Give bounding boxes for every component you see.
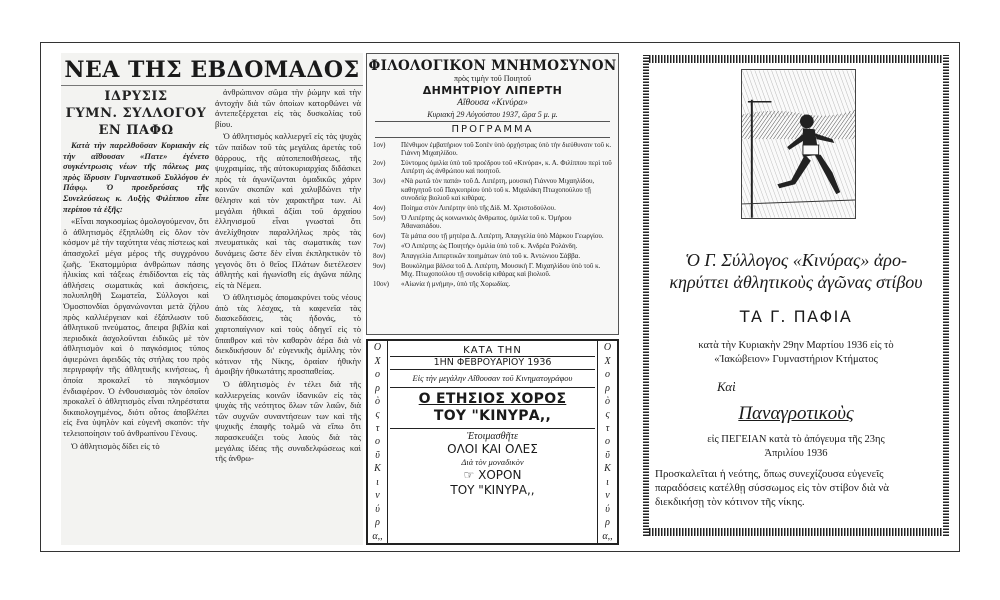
article-paragraph: Ὁ ἀθλητισμὸς καλλιεργεῖ εἰς τὰς ψυχὰς τῶν παίδων τοῦ τὰς μεγάλας ἀρετὰς τοῦ θάρρους, τῆς αὐτοπεποιθήσεως, τῆς ψυχραιμίας, τῆς αὐτοκυριαρχίας διδάσκει πρὸς τὰ ἀγωνίζωνται ὁμαδικῶς χάριν κοινῶν σκοπῶν καὶ χαλυβδώνει τὴν θέλησιν καὶ τὸν χαρακτῆρα των. Αἱ μεγάλαι ἠθικαὶ ἀξίαι τοῦ ἀρχαίου ἑλληνισμοῦ εἶναι γνωσταὶ ὅτι ἀνελίχθησαν παραλλήλως πρὸς τὰς πνευματικὰς καὶ τὰς σωματικὰς των δυνάμεις ὥστε δὲν εἶναι ἐκπληκτικὸν τὸ γεγονὸς ὅτι ὁ θεῖος Πλάτων διετέλεσεν ἀθλητὴς καὶ ἠγωνίσθη εἰς ἀγῶνα πάλης εἰς τὰ Νέμεα. (215, 131, 361, 290)
programme-item (373, 159, 612, 176)
programme-item-text: «Αἰωνία ἡ μνήμη», ὑπὸ τῆς Χορωδίας. (401, 279, 511, 288)
side-letter: ρ (375, 517, 380, 529)
programme-date: Κυριακὴ 29 Αὐγούστου 1937, ὥρα 5 μ. μ. (427, 110, 558, 119)
programme-item-number: 4ον) (373, 203, 386, 212)
dance-event-1: Ο ΕΤΗΣΙΟΣ ΧΟΡΟΣ (418, 390, 567, 407)
side-letters-right (597, 341, 617, 543)
programme-item-number: 6ον) (373, 231, 386, 240)
ornamental-border (643, 55, 649, 536)
ornamental-border (643, 55, 949, 63)
programme-list (367, 139, 618, 288)
side-letter: Ο (373, 342, 382, 354)
athletics-invitation: Προσκαλεῖται ἡ νεότης, ὅπως συνεχίζουσα εὐγενεῖς παραδόσεις κατέλθῃ σύσσωμος εἰς τὸν στίβον διὰ νὰ διεκδικήσῃ τὸν κότινον τῆς νίκης. (655, 468, 890, 508)
article-paragraph: Ὁ ἀθλητισμὸς ἀπομακρύνει τοὺς νέους ἀπὸ τὰς λέσχας, τὰ καφενεῖα τὰς διασκεδάσεις, τὰς ἡδονάς, τὸ χαρτοπαίγνιον καὶ τοὺς ὁδηγεῖ εἰς τὸ ὕπαιθρον καὶ τὸν καθαρὸν ἀέρα διὰ νὰ διεκδικήσουν δι' εὐγενικῆς ἁμίλλης τὸν κότινον τῆς Νίκης, ὁραίαν ἠθικὴν ἀμοιβὴν ἠθικωτάτης προσπαθείας. (215, 292, 361, 377)
side-letter: ρ (605, 382, 610, 394)
dance-event-2: ΤΟΥ "ΚΙΝΥΡΑ,, (433, 407, 552, 424)
side-letter: Χ (374, 355, 381, 367)
side-letter: τ (375, 422, 380, 434)
side-letter: Ο (603, 342, 612, 354)
article-paragraph: Ὁ ἀθλητισμὸς ἐν τέλει διὰ τῆς καλλιεργείας κοινῶν ἰδανικῶν εἰς τὰς ψυχὰς τῆς νεότητος ὅλων τῶν λαῶν, διὰ τῶν συχνῶν συναντήσεων των καὶ τῆς ψυχικῆς ἐπαφῆς τολμῶ νὰ εἴπω ὅτι παρασκευάζει τοὺς λαοὺς διὰ τὰς μεγάλας ἰδέας τῆς συναδελφώσεως καὶ τῆς ἀνθρω- (215, 379, 361, 464)
side-letter: ι (376, 476, 379, 488)
dance-venue: Εἰς τὴν μεγάλην Αἴθουσαν τοῦ Κινηματογράφου (412, 373, 573, 383)
side-letter: α,, (602, 530, 613, 542)
programme-item (373, 252, 612, 260)
athletics-text (653, 249, 939, 509)
programme-item-text: «Νὰ ρωτῶ τὸν παπά» τοῦ Δ. Λιπέρτη, μουσικὴ Γιάννου Μιχαηλίδου, καθηγητοῦ τοῦ Παγκυπρίου ὑπὸ τοῦ κ. Μιχαλάκη Πτωχοπούλου τῇ συνοδείᾳ βιολιοῦ καὶ κιθάρας. (401, 177, 595, 202)
dance-date: 1ΗΝ ΦΕΒΡΟΥΑΡΙΟΥ 1936 (390, 356, 595, 370)
athletics-advertisement (641, 53, 951, 538)
side-letter: ο (605, 369, 610, 381)
programme-item-text: Ὁ Λιπέρτης ὡς κοινωνικὸς ἄνθρωπος, ὁμιλία τοῦ κ. Ὁμήρου Ἀθανασιάδου. (401, 213, 572, 231)
side-letter: ο (375, 369, 380, 381)
programme-item-number: 10ον) (373, 279, 389, 288)
programme-item-number: 2ον) (373, 159, 386, 168)
ornamental-border (943, 55, 949, 536)
side-letter: ο (375, 436, 380, 448)
article-subhead-2: ΓΥΜΝ. ΣΥΛΛΟΓΟΥ (65, 106, 207, 121)
side-letter: Κ (604, 463, 611, 475)
side-letter: ύ (605, 503, 610, 515)
programme-title: ΦΙΛΟΛΟΓΙΚΟΝ ΜΝΗΜΟΣΥΝΟΝ (368, 58, 617, 74)
programme-item (373, 242, 612, 250)
article-column-right (215, 87, 361, 545)
programme-item (373, 141, 612, 158)
programme-item-number: 3ον) (373, 177, 386, 186)
divider (390, 387, 595, 388)
programme-heading: ΠΡΟΓΡΑΜΜΑ (451, 124, 534, 135)
side-letter: ο (605, 436, 610, 448)
dance-prepare: Ἑτοιμασθῆτε (466, 430, 519, 442)
athletics-title: ΤΑ Γ. ΠΑΦΙΑ (739, 307, 853, 326)
side-letter: ρ (605, 517, 610, 529)
dance-all: ΟΛΟΙ ΚΑΙ ΟΛΕΣ (447, 442, 538, 456)
article-columns (61, 87, 363, 545)
athletics-and: Καὶ (717, 379, 736, 394)
programme-honour-line: πρὸς τιμὴν τοῦ Ποιητοῦ (453, 74, 532, 83)
dance-kata: ΚΑΤΑ ΤΗΝ (463, 345, 522, 356)
programme-poet-name: ΔΗΜΗΤΡΙΟΥ ΛΙΠΕΡΤΗ (422, 84, 563, 97)
article-subhead-1: ΙΔΡΥΣΙΣ (104, 89, 168, 104)
dance-word-text: ΧΟΡΟΝ (478, 467, 522, 482)
side-letter: ύ (375, 503, 380, 515)
divider (375, 121, 610, 122)
dance-word (390, 468, 595, 483)
dance-for-unique: Διὰ τὸν μοναδικὸν (461, 457, 524, 467)
side-letter: α,, (372, 530, 383, 542)
programme-item (373, 232, 612, 240)
programme-item (373, 280, 612, 288)
programme-venue: Αἴθουσα «Κινύρα» (457, 98, 528, 108)
programme-item-text: «Ὁ Λιπέρτης ὡς Ποιητής» ὁμιλία ὑπὸ τοῦ κ. Ἀνδρέα Ρολάνδη. (401, 241, 578, 250)
side-letter: ι (606, 476, 609, 488)
side-letter: ρ (375, 382, 380, 394)
side-letter: ς (375, 409, 380, 421)
dance-of: ΤΟΥ "ΚΙΝΥΡΑ,, (450, 482, 535, 497)
programme-item-number: 8ον) (373, 251, 386, 260)
article-paragraph: ἀνθρώπινον σῶμα τὴν ῥώμην καὶ τὴν ἀντοχὴν διὰ τῶν ὁποίων κατορθώνει νὰ ἀντεπεξέρχεται εἰς τὰς δυσκολίας τοῦ βίου. (215, 87, 361, 129)
article-lead: Κατὰ τὴν παρελθοῦσαν Κυριακὴν εἰς τὴν αἴθουσαν «Πατε» ἐγένετο συγκέντρωσις νέων τῆς πόλεως μας πρὸς ἵδρυσιν Γυμναστικοῦ Συλλόγου ἐν Πάφῳ. Ὁ προεδρεύσας τῆς Συνελεύσεως κ. Λυξὴς Φιλίππου εἶπε περίπου τὰ ἑξῆς: (63, 140, 209, 214)
programme-item-text: Ἀπαγγελία Λιπερτικῶν ποιημάτων ὑπὸ τοῦ κ. Ἀντώνιου Σάββα. (401, 251, 581, 260)
collage-frame (40, 42, 960, 552)
programme-item (373, 177, 612, 202)
dance-advertisement (366, 339, 619, 545)
divider (390, 428, 595, 429)
side-letter: ῦ (605, 449, 610, 461)
side-letter: Χ (604, 355, 611, 367)
newspaper-article (61, 53, 363, 545)
side-letter: ὸ (375, 396, 380, 408)
side-letter: ν (375, 490, 380, 502)
programme-item-number: 9ον) (373, 261, 386, 270)
programme-item-text: Σύντομος ὁμιλία ὑπὸ τοῦ προέδρου τοῦ «Κινύρα», κ. Α. Φιλίππου περὶ τοῦ Λιπέρτη ὡς ἀνθρώπου καὶ ποιητοῦ. (401, 159, 612, 176)
side-letter: ῦ (375, 449, 380, 461)
divider (375, 137, 610, 138)
side-letter: τ (605, 422, 610, 434)
programme-item (373, 214, 612, 231)
article-headline: ΝΕΑ ΤΗΣ ΕΒΔΟΜΑΔΟΣ (61, 53, 363, 86)
article-subhead-3: ΕΝ ΠΑΦΩ (98, 123, 174, 138)
programme-item (373, 262, 612, 279)
athletics-line-2: κηρύττει ἀθλητικοὺς ἀγῶνας στίβου (669, 272, 923, 292)
article-column-left (63, 87, 209, 545)
side-letter: Κ (374, 463, 381, 475)
athletics-date-line-2: «Ἰακώβειον» Γυμναστήριον Κτήματος (714, 354, 878, 365)
dance-main (390, 341, 595, 543)
programme-item (373, 204, 612, 212)
article-paragraph: Ὁ ἀθλητισμὸς δίδει εἰς τὸ (71, 440, 160, 451)
athletics-line-1: Ὁ Γ. Σύλλογος «Κινύρας» ἀρο- (685, 250, 907, 270)
programme-item-text: Βουκόλημα βάλσα τοῦ Δ. Λιπέρτη, Μουσικὴ Γ. Μιχαηλίδου ὑπὸ τοῦ κ. Μιχ. Πτωχοπούλου τῇ συνοδείᾳ κιθάρας καὶ βιολιοῦ. (401, 261, 601, 278)
pointing-hand-icon: ☞ (463, 467, 479, 482)
programme-item-text: Ποίημα στὸν Λιπέρτην ὑπὸ τῆς Δίδ. Μ. Χριστοδούλου. (401, 203, 556, 212)
ornamental-border (643, 528, 949, 536)
athletics-place-line-1: εἰς ΠΕΓΕΙΑΝ κατὰ τὸ ἀπόγευμα τῆς 23ης (707, 434, 885, 445)
programme-item-text: Τὰ μάτια σου τῇ μητέρα Δ. Λιπέρτη, Ἀπαγγελία ὑπὸ Μάρκου Γεωργίου. (401, 231, 604, 240)
programme-item-number: 1ον) (373, 141, 386, 149)
programme-item-text: Πένθιμον ἐμβατήριον τοῦ Σοπὲν ὑπὸ ὀρχήστρας ὑπὸ τὴν διεύθυνσιν τοῦ κ. Γιάννη Μιχαηλίδου. (401, 141, 612, 158)
programme-item-number: 7ον) (373, 241, 386, 250)
side-letters-left (368, 341, 388, 543)
athletics-place-line-2: Ἀπριλίου 1936 (764, 448, 828, 459)
athletics-second-title: Παναγροτικοὺς (738, 403, 854, 424)
programme-item-number: 5ον) (373, 213, 386, 222)
side-letter: ὸ (605, 396, 610, 408)
article-paragraph: «Εἶναι παγκοσμίως ὁμολογούμενον, ὅτι ὁ ἀθλητισμὸς ἐξηπλώθη εἰς ὅλον τὸν κόσμον μὲ τὴν ταχύτητα νέας πίστεως καὶ ἀπασχολεῖ μέγα μέρος τῆς συγχρόνου ζωῆς. Ἑκατομμύρια ἀνθρώπων πάσης ἡλικίας καὶ τάξεως ἐπιδίδονται εἰς τὰς ἀθλήσεις σωματικὰς καὶ ἀσκήσεις, πολυπληθῆ Σωματεῖα, Σύλλογοι καὶ Ὁμοσπονδίαι ὀργανώνονται μετὰ ζήλου πρὸς καλλιέργειαν καὶ ἐξάπλωσιν τοῦ ἀθλητικοῦ πνεύματος, ἄπειρα βιβλία καὶ περιοδικὰ ἀσχολοῦνται ἐιδικῶς μὲ τὸν ἀθλητισμὸν καὶ ὁ παγκόσμιος τύπος ἀφιερώνει ἀφειδῶς τὰς στήλας του πρὸς περιγραφὴν τῆς ἀθλητικῆς κινήσεως, ἡ ὁποία προκαλεῖ τὸ παγκόσμιον ἐνδιαφέρον. Ὁ ἐνθουσιασμὸς τὸν ὁποῖον προκαλεῖ ὁ ἀθλητισμὸς εἶναι πληρέστατα δικαιολογημένος, διότι οὗτος ἀποβλέπει εἰς ἕνα ὑψηλὸν καὶ εὐγενῆ σκοπόν: τὴν τελειοποίησιν τοῦ ἀνθρωπίνου Γένους. (63, 216, 209, 439)
athletics-date-line-1: κατὰ τὴν Κυριακὴν 29ην Μαρτίου 1936 εἰς τὸ (698, 340, 894, 351)
memorial-programme (366, 53, 619, 335)
runner-engraving-image (741, 69, 856, 219)
side-letter: ς (605, 409, 610, 421)
side-letter: ν (605, 490, 610, 502)
